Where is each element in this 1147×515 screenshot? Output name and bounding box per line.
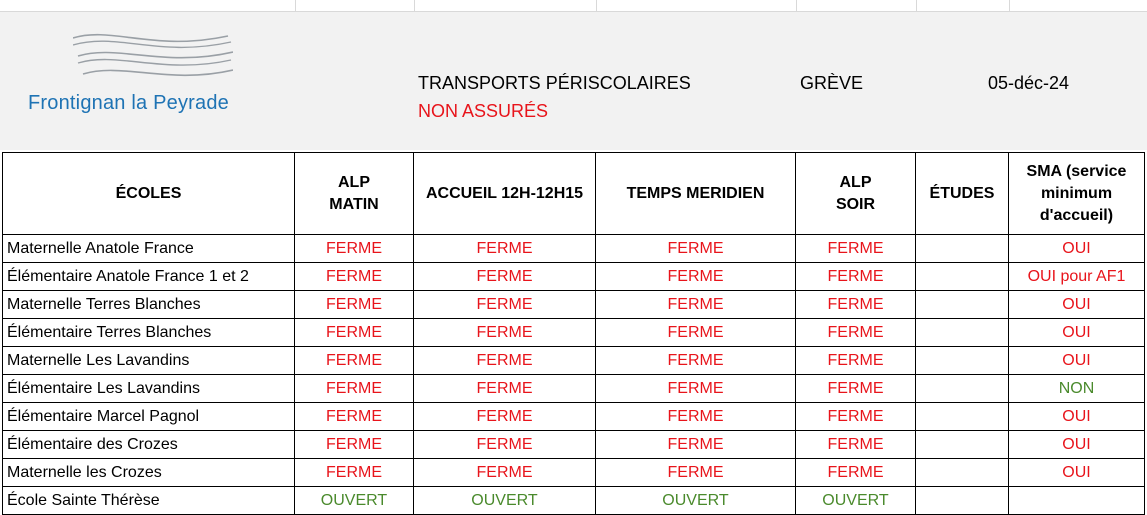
cell-alp-matin[interactable]: FERME	[295, 291, 414, 319]
cell-sma[interactable]: OUI pour AF1	[1009, 263, 1145, 291]
cell-accueil[interactable]: FERME	[414, 403, 596, 431]
table-row	[3, 347, 1145, 375]
cell-etudes[interactable]	[916, 235, 1009, 263]
cell-etudes[interactable]	[916, 291, 1009, 319]
cell-etudes[interactable]	[916, 375, 1009, 403]
table-row	[3, 431, 1145, 459]
cell-etudes[interactable]	[916, 319, 1009, 347]
cell-meridien[interactable]: FERME	[596, 403, 796, 431]
col-header-ecoles: ÉCOLES	[3, 153, 295, 235]
cell-alp-soir[interactable]: FERME	[796, 431, 916, 459]
table-header-row	[3, 153, 1145, 235]
cell-meridien[interactable]: FERME	[596, 375, 796, 403]
cell-alp-soir[interactable]: FERME	[796, 291, 916, 319]
cell-meridien[interactable]: FERME	[596, 235, 796, 263]
cell-alp-matin[interactable]: FERME	[295, 431, 414, 459]
cell-school[interactable]: Maternelle Terres Blanches	[3, 291, 295, 319]
cell-school[interactable]: Élémentaire Les Lavandins	[3, 375, 295, 403]
cell-school[interactable]: Maternelle les Crozes	[3, 459, 295, 487]
cell-sma[interactable]: OUI	[1009, 431, 1145, 459]
cell-school[interactable]: Maternelle Les Lavandins	[3, 347, 295, 375]
cell-school[interactable]: Élémentaire Marcel Pagnol	[3, 403, 295, 431]
col-header-accueil: ACCUEIL 12H-12H15	[414, 153, 596, 235]
table-row	[3, 487, 1145, 515]
cell-meridien[interactable]: FERME	[596, 459, 796, 487]
cell-etudes[interactable]	[916, 263, 1009, 291]
table-row	[3, 375, 1145, 403]
cell-accueil[interactable]: FERME	[414, 235, 596, 263]
cell-etudes[interactable]	[916, 459, 1009, 487]
col-header-etudes: ÉTUDES	[916, 153, 1009, 235]
cell-alp-matin[interactable]: FERME	[295, 459, 414, 487]
cell-accueil[interactable]: FERME	[414, 263, 596, 291]
table-row	[3, 319, 1145, 347]
cell-alp-matin[interactable]: FERME	[295, 347, 414, 375]
cell-meridien[interactable]: FERME	[596, 291, 796, 319]
cell-meridien[interactable]: FERME	[596, 431, 796, 459]
cell-alp-soir[interactable]: FERME	[796, 403, 916, 431]
cell-etudes[interactable]	[916, 347, 1009, 375]
col-header-alp-soir: ALP SOIR	[796, 153, 916, 235]
cell-alp-soir[interactable]: FERME	[796, 235, 916, 263]
waves-icon	[73, 30, 233, 90]
cell-sma[interactable]: OUI	[1009, 403, 1145, 431]
cell-school[interactable]: Maternelle Anatole France	[3, 235, 295, 263]
table-row	[3, 291, 1145, 319]
col-header-alp-matin: ALP MATIN	[295, 153, 414, 235]
cell-accueil[interactable]: FERME	[414, 291, 596, 319]
schools-table	[2, 152, 1145, 515]
table-row	[3, 263, 1145, 291]
cell-alp-matin[interactable]: FERME	[295, 263, 414, 291]
cell-alp-soir[interactable]: FERME	[796, 375, 916, 403]
cell-alp-soir[interactable]: OUVERT	[796, 487, 916, 515]
cell-meridien[interactable]: OUVERT	[596, 487, 796, 515]
cell-school[interactable]: Élémentaire des Crozes	[3, 431, 295, 459]
header-banner	[0, 11, 1147, 150]
cell-etudes[interactable]	[916, 431, 1009, 459]
cell-sma[interactable]	[1009, 487, 1145, 515]
cell-accueil[interactable]: FERME	[414, 431, 596, 459]
col-header-meridien: TEMPS MERIDIEN	[596, 153, 796, 235]
table-row	[3, 235, 1145, 263]
cell-alp-matin[interactable]: FERME	[295, 403, 414, 431]
cell-meridien[interactable]: FERME	[596, 347, 796, 375]
cell-sma[interactable]: OUI	[1009, 291, 1145, 319]
cell-accueil[interactable]: FERME	[414, 459, 596, 487]
cell-accueil[interactable]: OUVERT	[414, 487, 596, 515]
cell-meridien[interactable]: FERME	[596, 319, 796, 347]
cell-sma[interactable]: OUI	[1009, 235, 1145, 263]
cell-accueil[interactable]: FERME	[414, 347, 596, 375]
cell-sma[interactable]: OUI	[1009, 459, 1145, 487]
cell-alp-matin[interactable]: FERME	[295, 235, 414, 263]
table-row	[3, 403, 1145, 431]
cell-alp-soir[interactable]: FERME	[796, 319, 916, 347]
page-subtitle: NON ASSURÉS	[418, 101, 549, 121]
cell-school[interactable]: École Sainte Thérèse	[3, 487, 295, 515]
cell-alp-soir[interactable]: FERME	[796, 263, 916, 291]
cell-school[interactable]: Élémentaire Anatole France 1 et 2	[3, 263, 295, 291]
cell-etudes[interactable]	[916, 403, 1009, 431]
logo	[28, 30, 288, 122]
date-label: 05-déc-24	[988, 73, 1070, 93]
cell-meridien[interactable]: FERME	[596, 263, 796, 291]
cell-sma[interactable]: NON	[1009, 375, 1145, 403]
table-row	[3, 459, 1145, 487]
cell-alp-soir[interactable]: FERME	[796, 347, 916, 375]
event-label: GRÈVE	[800, 73, 864, 93]
cell-alp-matin[interactable]: OUVERT	[295, 487, 414, 515]
col-header-sma: SMA (service minimum d'accueil)	[1009, 153, 1145, 235]
cell-sma[interactable]: OUI	[1009, 347, 1145, 375]
cell-alp-soir[interactable]: FERME	[796, 459, 916, 487]
cell-school[interactable]: Élémentaire Terres Blanches	[3, 319, 295, 347]
logo-text: Frontignan la Peyrade	[28, 92, 229, 114]
page-title: TRANSPORTS PÉRISCOLAIRES	[418, 73, 691, 93]
cell-sma[interactable]: OUI	[1009, 319, 1145, 347]
cell-alp-matin[interactable]: FERME	[295, 319, 414, 347]
spreadsheet-gridlines	[0, 0, 1147, 11]
cell-etudes[interactable]	[916, 487, 1009, 515]
cell-alp-matin[interactable]: FERME	[295, 375, 414, 403]
cell-accueil[interactable]: FERME	[414, 375, 596, 403]
cell-accueil[interactable]: FERME	[414, 319, 596, 347]
